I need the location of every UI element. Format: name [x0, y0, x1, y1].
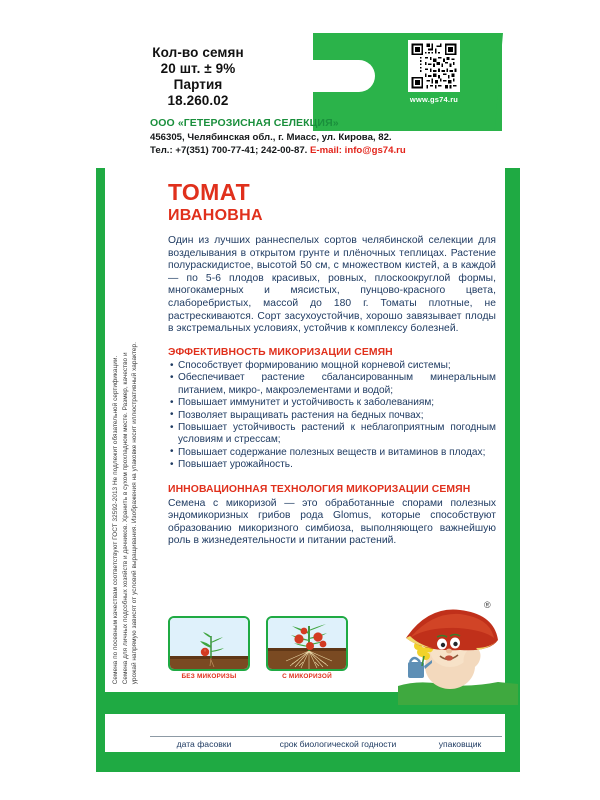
seed-count-label: Кол-во семян [152, 45, 244, 60]
list-item: • Повышает урожайность. [168, 459, 496, 471]
legal-line-2: Семена для личных подсобных хозяйств и дачников. Хранить в сухом прохладном месте. Размер, качество и [121, 352, 129, 685]
card-bottom-green-bar [96, 752, 520, 772]
mycorrhiza-comparison [168, 616, 368, 680]
company-email[interactable]: E-mail: info@gs74.ru [310, 145, 406, 156]
qr-code-icon[interactable] [408, 40, 460, 92]
qr-block[interactable] [406, 40, 462, 104]
comparison-without-label: БЕЗ МИКОРИЗЫ [181, 673, 237, 680]
company-info [150, 117, 490, 158]
seed-count-block [112, 45, 284, 109]
list-item: • Повышает устойчивость растений к неблагоприятным погодным условиям и стрессам; [168, 422, 496, 447]
list-item: • Способствует формированию мощной корневой системы; [168, 360, 496, 372]
footer-divider [150, 736, 502, 737]
mushroom-character-icon [398, 600, 518, 705]
plant-with-mycorrhiza-icon [266, 616, 348, 671]
variety-subtitle: ИВАНОВНА [168, 207, 263, 224]
batch-value: 18.260.02 [167, 93, 229, 108]
bio-validity-label: срок биологической годности [279, 739, 397, 749]
list-item: • Повышает содержание полезных веществ и витаминов в плодах; [168, 447, 496, 459]
list-item: • Повышает иммунитет и устойчивость к заболеваниям; [168, 397, 496, 409]
registered-trademark-mark: ® [484, 600, 491, 610]
packing-date-label: дата фасовки [176, 739, 232, 749]
qr-url-label: www.gs74.ru [409, 95, 459, 104]
plant-without-mycorrhiza-icon [168, 616, 250, 671]
batch-label: Партия [173, 77, 223, 92]
technology-heading: ИННОВАЦИОННАЯ ТЕХНОЛОГИЯ МИКОРИЗАЦИИ СЕМЯН [168, 483, 471, 495]
company-phone: Тел.: +7(351) 700-77-41; 242-00-87. [150, 145, 308, 156]
technology-description: Семена с микоризой — это обработанные спорами полезных эндомикоризных грибов рода Glomus, которые способствуют образованию микоризного симбиоза, выполняющего важнейшую роль в жизнедеятельности и питании растений. [168, 497, 496, 547]
packet-content [168, 180, 496, 558]
legal-line-1: Семена по посевным качествам соответствуют ГОСТ 32592-2013 Не подлежит обязательной сертификации. [111, 355, 119, 685]
legal-line-3: урожай напрямую зависят от условий выращивания. Изображения на упаковке носит иллюстративный характер. [130, 342, 138, 685]
comparison-with [266, 616, 348, 680]
page-title: ТОМАТ [168, 179, 251, 205]
comparison-with-label: С МИКОРИЗОЙ [282, 673, 332, 680]
list-item: • Позволяет выращивать растения на бедных почвах; [168, 410, 496, 422]
company-name: ООО «ГЕТЕРОЗИСНАЯ СЕЛЕКЦИЯ» [150, 117, 339, 129]
card-left-green-strip [96, 168, 105, 772]
effectiveness-list [168, 360, 496, 472]
comparison-without [168, 616, 250, 680]
list-item: • Обеспечивает растение сбалансированным минеральным питанием, микро-, макроэлементами и водой; [168, 372, 496, 397]
legal-vertical-text [111, 124, 140, 684]
footer-fields [150, 739, 502, 749]
seed-count-value: 20 шт. ± 9% [160, 61, 236, 76]
company-contact [150, 144, 490, 158]
company-address: 456305, Челябинская обл., г. Миасс, ул. Кирова, 82. [150, 131, 392, 143]
packer-label: упаковщик [438, 739, 482, 749]
effectiveness-heading: ЭФФЕКТИВНОСТЬ МИКОРИЗАЦИИ СЕМЯН [168, 347, 393, 359]
variety-description: Один из лучших раннеспелых сортов челябинской селекции для возделывания в открытом грунте и плёночных теплицах. Растение полураскидистое, высотой 50 см, с множеством кистей, а в каждой — по 5-6 плодов красивых, ровных, плоскоокруглой формы, многокамерных и мясистых, пунцово-красного цвета, слаборебристых, массой до 180 г. Томаты плотные, не растрескиваются. Сорт засухоустойчив, хорошо завязывает плоды в экстремальных условиях, устойчив к комплексу болезней. [168, 235, 496, 335]
